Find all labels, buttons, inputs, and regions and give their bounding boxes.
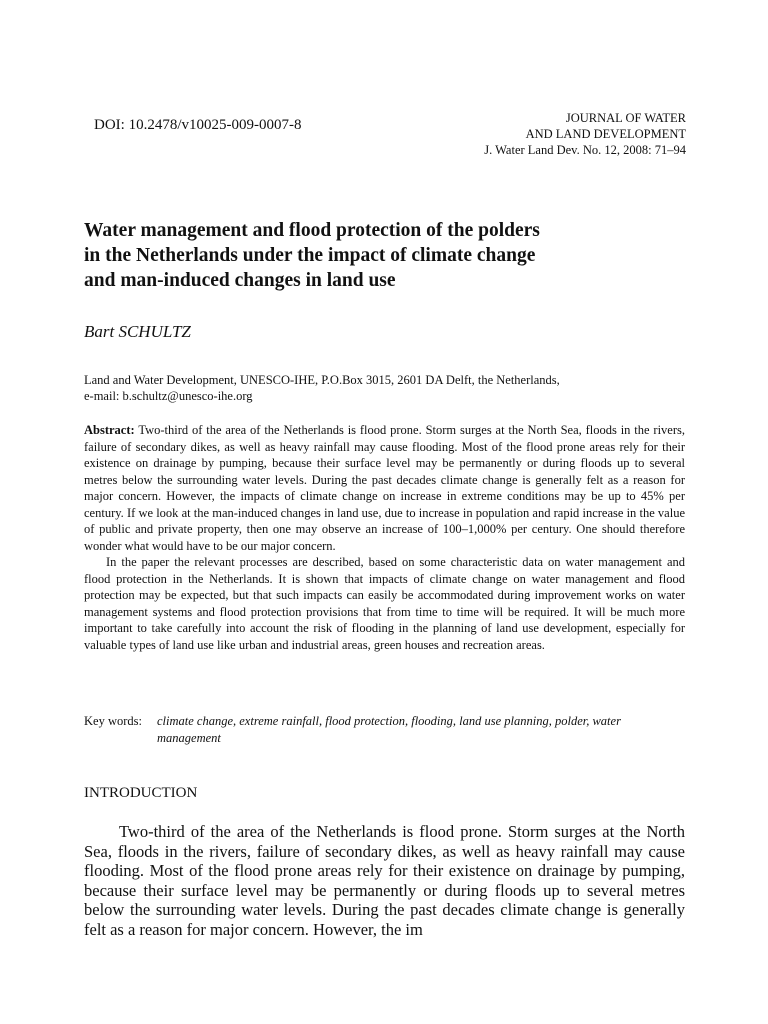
abstract-text-1: Two-third of the area of the Netherlands is flood prone. Storm surges at the North Sea, floods in the rivers, failure of secondary dikes, as well as heavy rainfall may cause flooding. Most of the flood prone areas rely for their existence on drainage by pumping, because their surface level may be permanently or during floods up to several metres below the surrounding water levels. During the past decades climate change is generally felt as a reason for major concern. However, the impacts of climate change on increase in extreme conditions may be up to 45% per century. If we look at the man-induced changes in land use, due to increase in population and rapid increase in the value of public and private property, then one may observe an increase of 100–1,000% per century. One should therefore wonder what would have to be our major concern.: [84, 423, 686, 553]
paper-title-line2: in the Netherlands under the impact of climate change: [84, 245, 536, 266]
introduction-body: [84, 822, 685, 939]
affiliation-email: e-mail: b.schultz@unesco-ihe.org: [84, 389, 253, 403]
paper-title-line1: Water management and flood protection of the polders: [84, 220, 540, 241]
journal-name-line2: AND LAND DEVELOPMENT: [525, 127, 686, 141]
section-heading-introduction: INTRODUCTION: [84, 785, 198, 801]
affiliation-address: Land and Water Development, UNESCO-IHE, P.O.Box 3015, 2601 DA Delft, the Netherlands,: [84, 373, 560, 387]
journal-name-line1: JOURNAL OF WATER: [565, 111, 686, 125]
paper-title: [84, 218, 694, 293]
abstract-paragraph-1: [84, 422, 685, 554]
journal-citation: J. Water Land Dev. No. 12, 2008: 71–94: [484, 143, 686, 157]
journal-info: [484, 110, 686, 158]
abstract-paragraph-2: In the paper the relevant processes are described, based on some characteristic data on water management and flood protection in the Netherlands. It is shown that impacts of climate change on water management and flood protection may be expected, but that such impacts can easily be accommodated during improvement works on water management systems and flood protection provisions that from time to time will be required. It will be much more important to take carefully into account the risk of flooding in the planning of land use development, especially for valuable types of land use like urban and industrial areas, green houses and recreation areas.: [84, 555, 685, 652]
keywords-label: Key words:: [84, 714, 142, 728]
keywords: [84, 713, 685, 746]
abstract: [84, 422, 685, 653]
paper-title-line3: and man-induced changes in land use: [84, 270, 396, 291]
keywords-list: climate change, extreme rainfall, flood protection, flooding, land use planning, polder, water management: [157, 714, 621, 745]
affiliation: [84, 372, 560, 404]
doi: DOI: 10.2478/v10025-009-0007-8: [94, 117, 302, 133]
abstract-label: Abstract:: [84, 423, 135, 437]
introduction-paragraph-1: Two-third of the area of the Netherlands is flood prone. Storm surges at the North Sea, floods in the rivers, failure of secondary dikes, as well as heavy rainfall may cause flooding. Most of the flood prone areas rely for their existence on drainage by pumping, because their surface level may be permanently or during floods up to several metres below the surrounding water levels. During the past decades climate change is generally felt as a reason for major concern. However, the im: [84, 822, 685, 939]
author-name: Bart SCHULTZ: [84, 322, 191, 341]
